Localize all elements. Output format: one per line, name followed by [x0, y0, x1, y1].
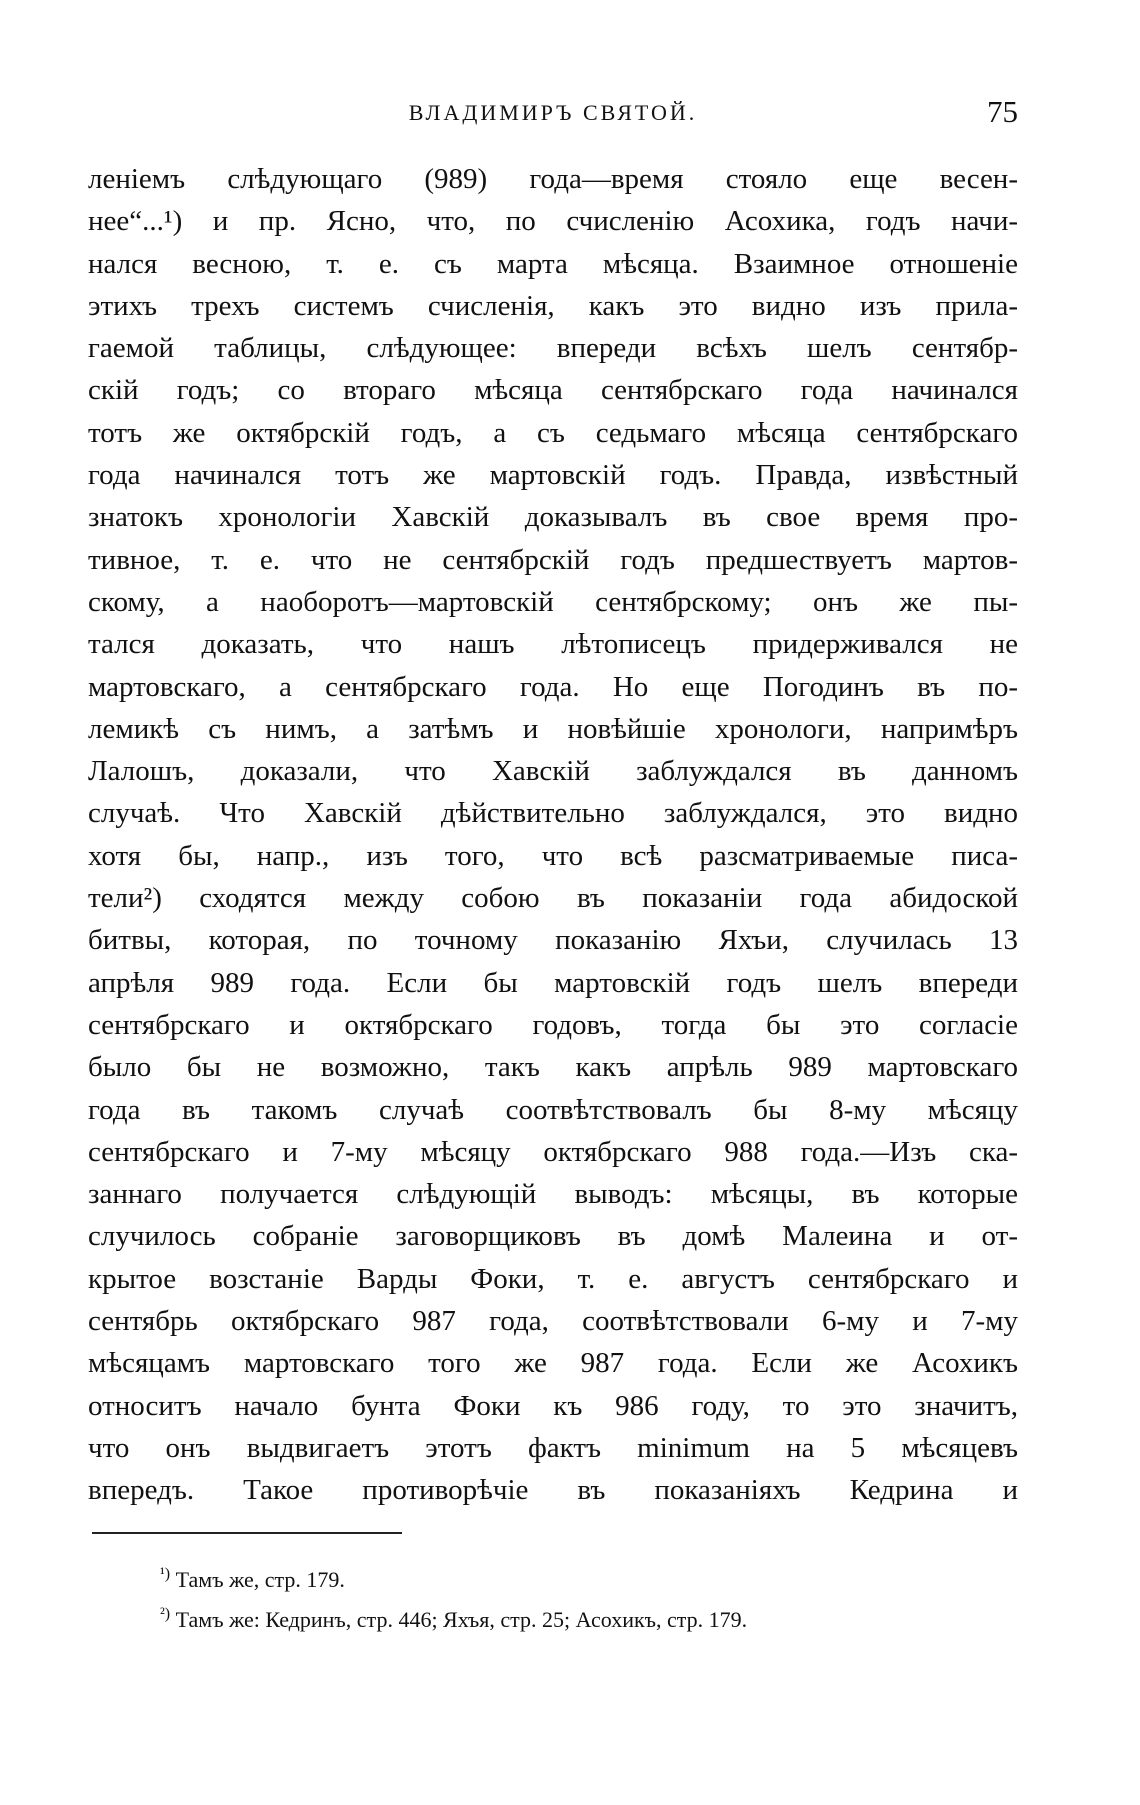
text-line: сентябрь октябрскаго 987 года, соотвѣтствовали 6-му и 7-му — [88, 1305, 1018, 1338]
text-line: битвы, которая, по точному показанію Яхъи, случилась 13 — [88, 924, 1018, 957]
page-number: 75 — [987, 94, 1018, 129]
text-line: относитъ начало бунта Фоки къ 986 году, то это значитъ, — [88, 1389, 1018, 1422]
footnote-marker: ¹) — [160, 1565, 171, 1583]
text-line: было бы не возможно, такъ какъ апрѣль 989 мартовскаго — [88, 1051, 1018, 1084]
text-line: мѣсяцамъ мартовскаго того же 987 года. Если же Асохикъ — [88, 1347, 1018, 1380]
text-line: случилось собраніе заговорщиковъ въ домѣ Малеина и от- — [88, 1220, 1018, 1253]
footnote-text: Тамъ же: Кедринъ, стр. 446; Яхъя, стр. 25; Асохикъ, стр. 179. — [175, 1607, 748, 1632]
text-line: знатокъ хронологіи Хавскій доказывалъ въ свое время про- — [88, 501, 1018, 534]
text-line: мартовскаго, а сентябрскаго года. Но еще Погодинъ въ по- — [88, 670, 1018, 703]
text-line: тался доказать, что нашъ лѣтописецъ придерживался не — [88, 628, 1018, 661]
text-line: скій годъ; со втораго мѣсяца сентябрскаго года начинался — [88, 374, 1018, 407]
footnotes — [160, 1560, 1020, 1640]
text-line: этихъ трехъ системъ счисленія, какъ это видно изъ прила- — [88, 289, 1018, 322]
text-line: что онъ выдвигаетъ этотъ фактъ minimum на 5 мѣсяцевъ — [88, 1431, 1018, 1464]
footnote-marker: ²) — [160, 1605, 171, 1623]
footnote-divider — [92, 1532, 402, 1534]
text-line: апрѣля 989 года. Если бы мартовскій годъ шелъ впереди — [88, 966, 1018, 999]
text-line: сентябрскаго и 7-му мѣсяцу октябрскаго 988 года.—Изъ ска- — [88, 1135, 1018, 1168]
text-line: нее“...¹) и пр. Ясно, что, по счисленію Асохика, годъ начи- — [88, 205, 1018, 238]
text-line: Лалошъ, доказали, что Хавскій заблуждался въ данномъ — [88, 755, 1018, 788]
text-line: скому, а наоборотъ—мартовскій сентябрскому; онъ же пы- — [88, 585, 1018, 618]
text-line: крытое возстаніе Варды Фоки, т. е. августъ сентябрскаго и — [88, 1262, 1018, 1295]
running-title: ВЛАДИМИРЪ СВЯТОЙ. — [408, 100, 698, 125]
text-line: сентябрскаго и октябрскаго годовъ, тогда бы это согласіе — [88, 1008, 1018, 1041]
text-line: года начинался тотъ же мартовскій годъ. Правда, извѣстный — [88, 459, 1018, 492]
text-line: впередъ. Такое противорѣчіе въ показаніяхъ Кедрина и — [88, 1474, 1018, 1507]
text-line: года въ такомъ случаѣ соотвѣтствовалъ бы 8-му мѣсяцу — [88, 1093, 1018, 1126]
text-line: заннаго получается слѣдующій выводъ: мѣсяцы, въ которые — [88, 1178, 1018, 1211]
text-line: гаемой таблицы, слѣдующее: впереди всѣхъ шелъ сентябр- — [88, 332, 1018, 365]
text-line: лемикѣ съ нимъ, а затѣмъ и новѣйшіе хронологи, напримѣръ — [88, 712, 1018, 745]
footnote-1 — [160, 1560, 1020, 1600]
body-text — [88, 158, 1018, 1512]
text-line: хотя бы, напр., изъ того, что всѣ разсматриваемые писа- — [88, 839, 1018, 872]
text-line: тели²) сходятся между собою въ показаніи года абидоской — [88, 882, 1018, 915]
footnote-2 — [160, 1600, 1020, 1640]
text-line: леніемъ слѣдующаго (989) года—время стояло еще весен- — [88, 163, 1018, 195]
footnote-text: Тамъ же, стр. 179. — [175, 1567, 345, 1592]
text-line: тотъ же октябрскій годъ, а съ седьмаго мѣсяца сентябрскаго — [88, 416, 1018, 449]
text-line: нался весною, т. е. съ марта мѣсяца. Взаимное отношеніе — [88, 247, 1018, 280]
text-line: тивное, т. е. что не сентябрскій годъ предшествуетъ мартов- — [88, 543, 1018, 576]
text-line: случаѣ. Что Хавскій дѣйствительно заблуждался, это видно — [88, 797, 1018, 830]
running-head — [88, 94, 1018, 134]
